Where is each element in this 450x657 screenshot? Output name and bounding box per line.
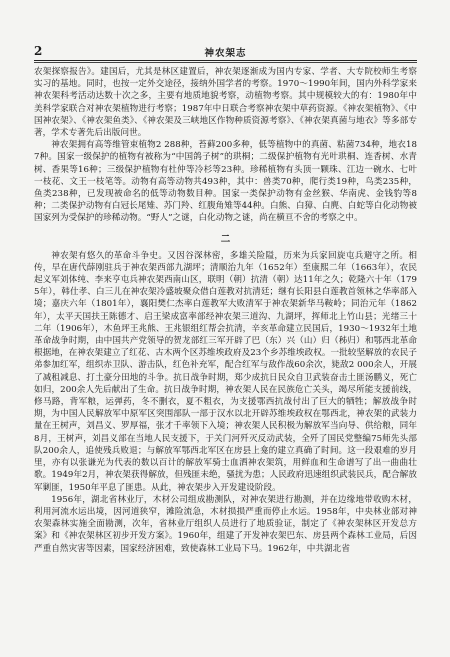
paragraph-continued: 农架探察报告》。建国后，尤其是林区建置后，神农架逐渐成为国内专家、学者、大专院校师生考察实习的基地。同时，也按一定外交途径，接纳外国学者的考察。1970～1990年间，国内外科学家来神农架科考活动达数十次之多，主要有地质地貌考察，动植物考察。其中规模较大的有：1980年中美科学家联合对神农架植物进行考察；1987年中日联合考察神农架中草药资源。《神农架植物》、《中国神农架》、《神农架鱼类》、《神农架及三峡地区作物种质资源考察》、《神农架真菌与地衣》等多部专著，学术专著先后出版问世。 xyxy=(34,67,417,139)
header-rule-thin xyxy=(34,62,417,63)
body-text xyxy=(34,66,417,555)
paragraph-history: 神农架有悠久的革命斗争史。又因谷深林密，多雄关险隘，历来为兵家回旋屯兵避守之所。相传，早在唐代薛刚驻兵于神农架西部九湖坪；清顺治九年（1652年）至康熙二年（1663年），农民起义军刘体纯、李来亨屯兵神农架西南山区，联明（朝）抗清（朝）达11年之久；乾隆六十年（1795年），韩仕孝、白三儿在神农架冷盛坡聚众借白莲教对抗清廷；继有长阳县白莲教首领林之华率部入境；嘉庆六年（1801年），襄阳樊仁杰率白莲教军大败清军于神农架新华马鞍岭；同治元年（1862年），太平天国扶王陈德才、启王梁成富率部经神农架三道沟、九湖坪，挥师北上竹山县；光绪三十二年（1906年），木鱼坪王兆熊、王兆银组红帮会抗清，辛亥革命建立民国后，1930～1932年土地革命战争时期，由中国共产党领导的贺龙部红三军开辟了巴（东）兴（山）归（秭归）和鄂西北革命根据地，在神农架建立了红花、古木两个区苏维埃政府及23个乡苏维埃政权。一批较坚解放的农民子弟参加红军，组织赤卫队、游击队，红色补充军，配合红军与敌作战60余次，毙敌2 000余人，开展了减租减息、打土豪分田地的斗争。抗日战争时期，郑少成抗日民众自卫武装奋击土匪汤鹏义，死亡如归，200余人先后献出了生命。抗日战争时期，神农架人民在民族危亡关头，竭尽所能支援前线，修马路，背军粮，运弹药，冬不删衣，夏不粗衣，为支援鄂西抗战付出了巨大的牺牲；解放战争时期，为中国人民解放军中原军区突围部队一部于汉水以北开辟苏维埃政权在鄂西北，神农架的武装力量在王树声，刘昌义、罗厚福，张才千率领下入境；神农架人民积极为解放军当向导、供给粮，同年8月，王树声，刘昌义部在当地人民支援下，于关门河歼灭反动武装，全歼了国民党整编75师先头部队200余人，追使残兵败退；与解放军鄂西北军区在房县上龛的建立真确了时间。这一段艰难的岁月里，亦有以张谦光为代表的数以百计的解放军骑士血洒神农架筑，用鲜血和生命谱写了出一曲曲壮歌。1949年2月，神农架获得解放，但残匪未绝，骚扰为患；人民政府迅速组织武装民兵，配合解放军剿匪，1950年平息了匪患。从此，神农架步入开发建设阶段。 xyxy=(34,250,417,493)
page-number: 2 xyxy=(34,44,43,58)
paragraph-development: 1956年，湖北省林业厅，木材公司组成勘测队，对神农架进行勘测，并在边缘地带收购木材，利用河流水运出境，因河道狭窄，滩险流急，木材损损严重而停止水运。1958年，中央林业部对神农架森林实施全面勘测，次年，省林业厅组织人员进行了地质验证，制定了《神农架林区开发总方案》和《神农架林区初步开发方案》。1960年，组建了开发神农架巴东、房县两个森林工业局，后因严重自然灾害等因素，国家经济困难，致使森林工业局下马。1962年，中共湖北省 xyxy=(34,494,417,554)
header-rule xyxy=(34,60,417,61)
running-title: 神农架志 xyxy=(204,48,247,59)
paragraph-flora-fauna: 神农架拥有高等维管束植物2 288种，苔藓200多种，低等植物中的真菌、粘菌734种，地衣187种。国家一级保护的植物有被称为“中国鸽子树”的珙桐；二级保护植物有光叶珙桐、连香树、水青树、香果等16种；三级保护植物有杜仲等冷杉等23种。珍稀植物有头顶一颗珠、江边一碗水、七叶一枝花、文王一枝笔等。动物有高等动物共493种，其中：兽类70种，爬行类19种，鸟类235种，鱼类238种，已发现被命名的低等动物数目种。国家一类保护动物有金丝猴、华南虎、金钱豹等8种；二类保护动物有白冠长尾雉、苏门羚、红腹角雉等44种。白熊、白獐、白麂、白蛇等白化动物被国家列为受保护的珍稀动物。“野人”之谜，白化动物之谜，尚在横亘不舍的考察之中。 xyxy=(34,140,417,224)
section-heading: 二 xyxy=(220,233,231,245)
page-header xyxy=(34,44,417,58)
